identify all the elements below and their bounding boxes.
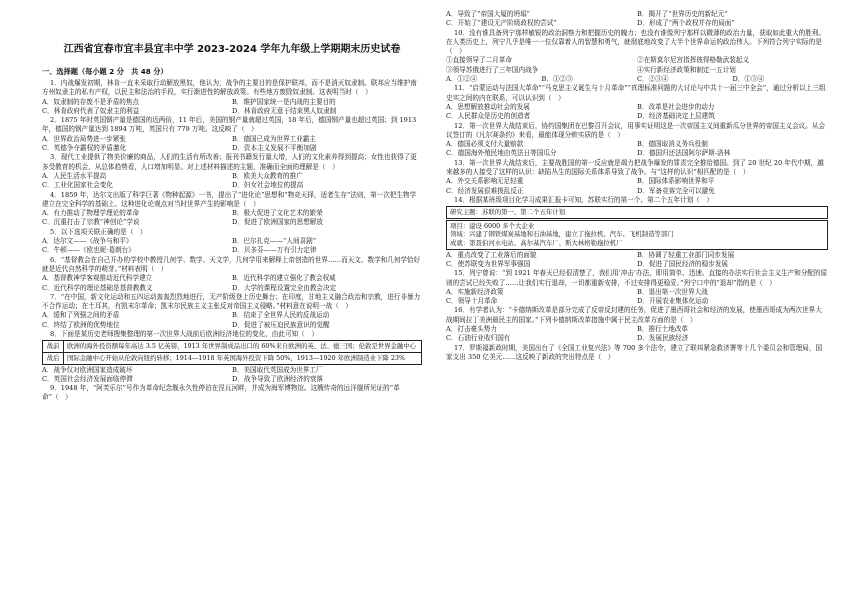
option-a: A．重点改变了工业落后的面貌 (446, 250, 537, 259)
option-c: C．使苏联变为世界军事强国 (446, 259, 531, 268)
option-b: B．德国已成为世界工业霸主 (232, 134, 316, 143)
question-2 (42, 116, 422, 153)
option-b: B．国际体系影响世界和平 (637, 177, 715, 186)
option-d: D．①③④ (732, 75, 765, 84)
question-15 (446, 269, 828, 306)
option-b: B．美国取代英国成为世界工厂 (232, 365, 323, 374)
left-column (42, 22, 422, 403)
question-stem: 7．“在中国，新文化运动和五四运动轰轰烈烈地进行，无产阶级登上历史舞台；在印度，甘地主义融合政治和宗教，进行非暴力不合作运动；在土耳其，有凯末尔革命；凯末尔民族主义主张反对帝国主义侵略。”材料意在说明一战（ ） (42, 292, 421, 311)
option-d: D．德国归还法国阿尔萨斯-洛林 (637, 149, 731, 158)
option-d: D．经济基础决定上层建筑 (637, 112, 715, 121)
question-stem: 4．1859 年，达尔文出版了科学巨著《物种起源》一书，提出了“进化论”思想和“物竞天择，适者生存”法则，第一次把生物学建立在完全科学的基础上。这种进化论观点对当时世界产生的影响是（ ） (42, 190, 417, 208)
option-d: D．大学的课程设置完全由教会决定 (232, 283, 337, 292)
option-d: D．军备竞赛完全可以避免 (637, 186, 715, 195)
question-1 (42, 79, 422, 116)
option-a: A．思想解放推动社会的发展 (446, 102, 530, 111)
option-a: A．有力推动了物理学理论的革命 (42, 209, 140, 218)
option-d: D．促进了欧洲国家的思想解放 (232, 218, 324, 227)
option-a: A．外交关系影响无足轻重 (446, 177, 524, 186)
option-d: D．贝多芬——万有引力定律 (232, 246, 317, 255)
option-b: B．近代科学的建立强化了教会权威 (232, 274, 336, 283)
option-d: D．促进了国民经济的稳步发展 (637, 259, 729, 268)
question-stem: 13．第一次世界大战结束后，主要战胜国的第一反应就是竭力把战争爆发的罪责完全推给德国。到了 20 世纪 20 年代中期，越来越多的人接受了这样的认识：缺陷丛生的国际关系体系导致了战争。与“这样的认识”相匹配的是（ ） (446, 158, 824, 177)
question-5 (42, 228, 422, 256)
option-b: B．欧美大众教育的推广 (232, 171, 303, 180)
option-a: A．德国必须支付大量赔款 (446, 140, 524, 149)
statement-1: ①直接领导了二月革命 (446, 56, 512, 65)
statement-2: ②在斯莫尔尼宫指挥彼得格勒武装起义 (637, 56, 750, 65)
question-stem: 6．“基督教会在自己开办的学校中教授几何学、数学、天文学，几何学用来解释上帝创造的世界……而天文、数学和几何学恰好就是近代自然科学的萌芽。”材料表明（ ） (42, 255, 421, 273)
question-stem: 17．罗斯福新政时期，美国出台了《全国工业复兴法》等 700 多个法令，建立了联邦紧急救济署等十几个委员会和管理局，国家支出 350 亿美元……这反映了新政的突出特点是（ ） (446, 343, 823, 361)
option-b: B．退出第一次世界大战 (637, 287, 708, 296)
option-a: A．打击豪头势力 (446, 324, 497, 333)
option-b: B．极大促进了文化艺术的繁荣 (232, 209, 323, 218)
question-stem: 14．根据某班级项目化学习成果汇报卡可知，苏联实行的第一个、第二个五年计划（ ） (454, 195, 713, 204)
option-a: A．人民生活水平提高 (42, 171, 107, 180)
question-stem: 5．以下选项关联正确的是（ ） (50, 227, 147, 236)
question-9 (42, 384, 422, 403)
option-a: A．缓和了列强之间的矛盾 (42, 311, 120, 320)
option-a: A．战争仅对欧洲国家造成破坏 (42, 365, 133, 374)
option-d: D．发展民族经济 (637, 334, 689, 343)
question-stem: 9．1948 年，“阿芙乐尔”号作为革命纪念舰永久性停泊在涅瓦河畔，并成为海军博物馆。这艘传奇的远洋舰所见证的“革命”（ ） (42, 384, 400, 402)
option-a: A．奴隶制的存废不是矛盾的焦点 (42, 97, 140, 106)
q8-table (42, 340, 422, 364)
option-d: D．战争导致了欧洲经济的衰落 (232, 374, 324, 383)
report-line: 成就：第聂伯河水电站、高尔基汽车厂、斯大林格勒拖拉机厂 (450, 239, 623, 248)
option-d: D．妇女社会地位的提高 (232, 181, 304, 190)
option-c: C．近代科学的理论基础是基督教教义 (42, 283, 153, 292)
question-stem: 16．有学者认为：“卡德纳斯改革是部分完成了反帝反封建的任务，促进了墨西哥社会和经济的发展，使墨西哥成为两次世界大战期间拉丁美洲最民主的国家。”下列卡德纳斯改革措施中属于民主改革方面的是（ ） (446, 306, 822, 324)
option-c: C．人民群众是历史的创造者 (446, 112, 531, 121)
option-d: D．促进了被压迫民族意识的觉醒 (232, 320, 330, 329)
option-b: B．推行土地改革 (637, 324, 689, 333)
option-c: C．②③④ (637, 75, 669, 84)
question-16 (446, 306, 828, 343)
question-6 (42, 256, 422, 293)
question-4 (42, 191, 422, 228)
option-c: C．英德争夺霸权的矛盾激化 (42, 144, 127, 153)
question-stem: 2．1875 年时英国钢产量是德国的近两倍，11 年后，美国的钢产量就超过英国，18 年后，德国钢产量也超过英国；到 1913 年，德国的钢产量达到 1894 万吨，英国只有 779 万吨。这反映了（ ） (42, 116, 417, 134)
option-c: C．经济发展很难拨乱反正 (446, 186, 524, 195)
question-11 (446, 84, 828, 121)
option-a: A．达尔文——《战争与和平》 (42, 237, 133, 246)
question-10 (446, 29, 828, 85)
table-header-cell: 战前 (43, 341, 64, 353)
option-c: C．开始了“建设无产阶级政权的尝试” (446, 19, 557, 28)
option-c: C．沉重打击了宗教“神创论”学说 (42, 218, 140, 227)
option-a: A．实施新经济政策 (446, 287, 504, 296)
table-row (43, 352, 422, 364)
option-a: A．世界政治局势进一步紧张 (42, 134, 126, 143)
option-b: B．揭开了“世界历史的新纪元” (637, 10, 728, 18)
option-b: B．德国取消义务兵役制 (637, 140, 708, 149)
question-3 (42, 153, 422, 190)
option-c: C．林肯政府代表了奴隶主的利益 (42, 106, 140, 115)
option-c: C．领导十月革命 (446, 297, 498, 306)
table-cell: 国际金融中心开始从伦敦向纽约转移；1914—1918 年英国海外投资下降 50%，1913—1920 年欧洲制造业下降 23% (64, 352, 422, 364)
question-17 (446, 344, 828, 363)
question-8 (42, 330, 422, 384)
question-stem: 8．下面是某历史老师搜集整理的第一次世界大战前后欧洲经济地位的变化，由此可知（ ） (50, 330, 318, 339)
question-stem: 10．没有谁具备列宁那样敏锐的政治洞察力和把握历史的魄力；也没有谁像列宁那样以微薄的政治力量，获取如此重大的胜利。在人类历史上，列宁几乎是唯一一位仅靠着人的智慧和勇气，就彻底地改变了大半个世界命运的政治伟人。下列符合列宁实际的是（ ） (446, 28, 826, 56)
question-7 (42, 293, 422, 330)
option-b: B．维护国家统一是内战的主要目的 (232, 97, 336, 106)
option-c: C．英国社会经济发展面临停滞 (42, 374, 133, 383)
option-c: C．牛顿——《欧也妮·葛朗台》 (42, 246, 135, 255)
page-title: 江西省宜春市宜丰县宜丰中学 2023-2024 学年九年级上学期期末历史试卷 (63, 44, 401, 55)
option-d: D．形成了“两个政权并存的局面” (637, 19, 735, 28)
option-b: B．改革是社会进步的动力 (637, 102, 715, 111)
question-12 (446, 122, 828, 159)
report-card: 研究主题：苏联的第一、第二个五年计划 (446, 206, 828, 219)
option-d: D．资本主义发展不平衡加剧 (232, 144, 317, 153)
question-stem: 11．“启蒙运动与法国大革命”“马克思主义诞生与十月革命”“真理标准问题的大讨论与中共十一届三中全会”，通过分析以上三组史实之间的内在联系，可以认识到（ ） (446, 84, 826, 102)
report-line: 项目：建设 6000 多个大企业 (450, 221, 535, 230)
option-b: B．巴尔扎克——“人间喜剧” (232, 237, 317, 246)
report-card-details (446, 220, 828, 250)
option-d: D．林肯政府无意于结束黑人奴隶制 (232, 106, 337, 115)
option-c: C．终结了欧洲的优势地位 (42, 320, 120, 329)
question-stem: 1．内战爆发初期，林肯一直未采取行动解放黑奴，他认为，战争的主要目的是保护联邦，而不是消灭奴隶制。联邦应当维护南方州奴隶主的私有产权，以民主和法治的手段，实行渐进性的解放政策。有些地方废除奴隶制。这表明当时（ ） (42, 79, 417, 97)
question-14 (446, 196, 828, 269)
question-stem: 15．列宁曾说：“到 1921 年春天已经很清楚了，我们用‘冲击’办法，即用简单、迅速、直接的办法实行社会主义生产和分配的原则的尝试已经失败了……让我们实行退却，一切都重新安排，不过安排得更稳妥。”列宁口中的“退却”指的是（ ） (446, 269, 828, 287)
question-stem: 12．第一次世界大战结束后，协约国集团在巴黎召开会议，用事实证明这是一次帝国主义间重新瓜分世界的帝国主义会议。从会议签订的《凡尔赛条约》来看，最能体现分赃实质的是（ ） (446, 121, 826, 139)
report-line: 领域：兴建了钢铁煤炭基地和石油基地，建立了拖拉机、汽车、飞机制造等部门 (450, 230, 674, 239)
option-b: B．结束了全世界人民的反战运动 (232, 311, 330, 320)
option-b: B．①②③ (541, 75, 573, 84)
option-d: D．开展农业集体化运动 (637, 297, 709, 306)
option-a: A．基督教神学客观推动近代科学建立 (42, 274, 153, 283)
option-c: C．石油行业收归国有 (446, 334, 511, 343)
table-cell: 欧洲的海外投资额每年高达 3.5 亿英镑，1913 年世界制成品出口的 60%来自欧洲的英、法、德三国；伦敦是世界金融中心 (64, 341, 422, 353)
question-stem: 3．现代工业提供了物美价廉的商品，人们的生活有所改善；报刊书籍发行量大增，人们的文化素养得到提高；女性也获得了更多受教育的机会，从总体趋势看，人口增加明显。对上述材料描述的主题，准确而全面的理解是（ ） (42, 153, 417, 171)
question-13 (446, 159, 828, 196)
table-row (43, 341, 422, 353)
option-c: C．德国海外殖民地由英法日等国瓜分 (446, 149, 557, 158)
right-column (446, 10, 828, 362)
statement-4: ④实行新经济政策和制定一五计划 (637, 65, 736, 74)
option-a: A．导致了“帝国大厦的坍塌” (446, 10, 531, 18)
option-a: A．①②④ (446, 75, 478, 84)
section-title: 一、选择题（每小题 2 分 共 48 分） (42, 67, 168, 76)
statement-3: ③领导苏俄进行了三年国内战争 (446, 65, 539, 74)
question-9-options (446, 10, 828, 29)
option-b: B．协调了轻重工业部门同步发展 (637, 250, 735, 259)
table-header-cell: 战后 (43, 352, 64, 364)
option-c: C．工业化国家社会变化 (42, 181, 113, 190)
